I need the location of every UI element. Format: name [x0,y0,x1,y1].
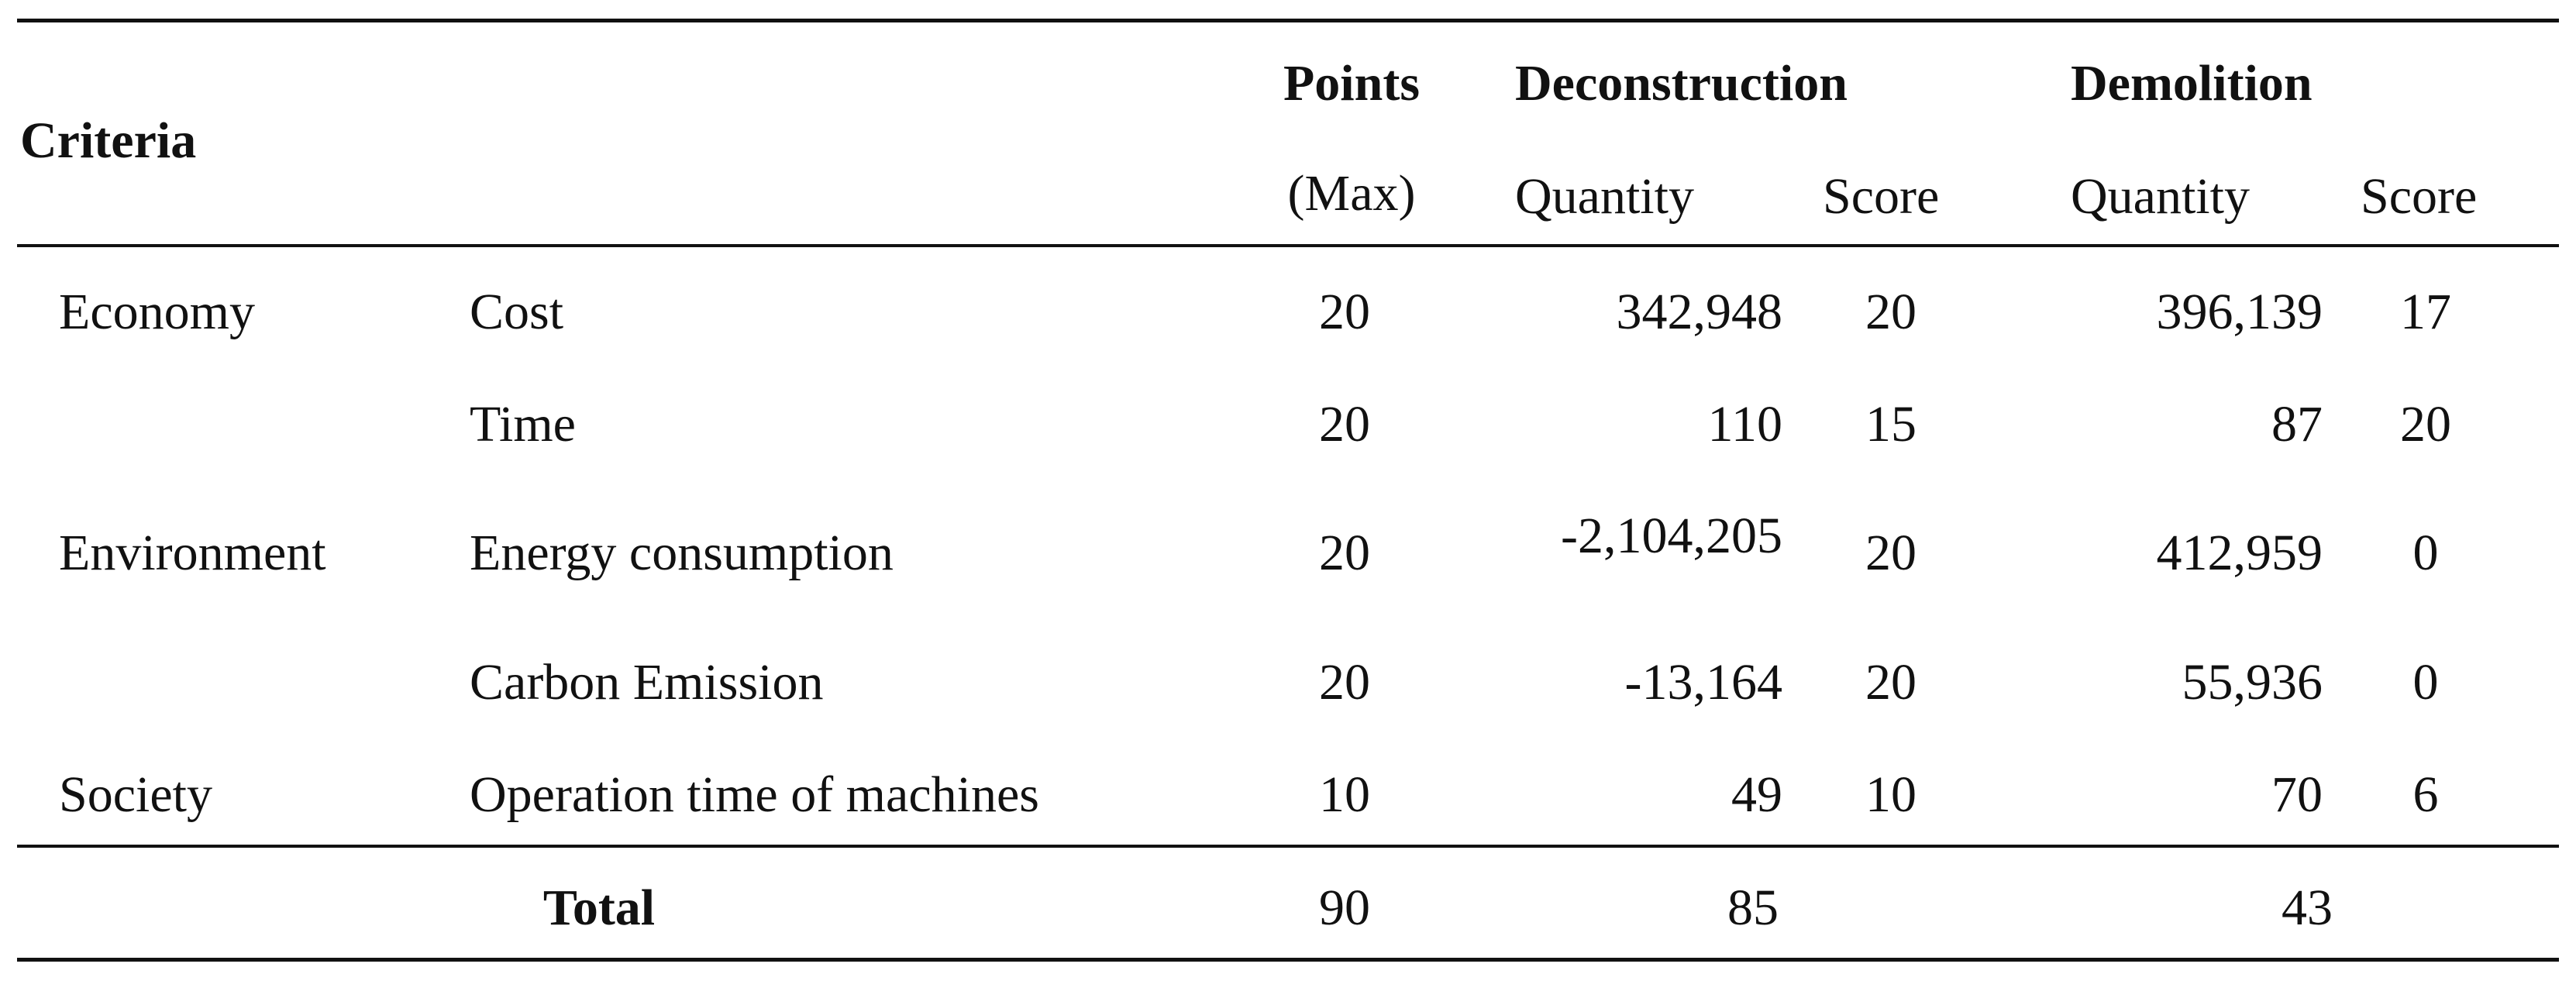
deconstruction-quantity-cell: -13,164 [1624,654,1782,711]
deconstruction-score-cell: 10 [1865,766,1917,823]
points-cell: 10 [1319,766,1370,823]
demolition-score-cell: 20 [2400,396,2451,453]
deconstruction-score-cell: 20 [1865,525,1917,581]
demolition-quantity-cell: 87 [2271,396,2323,453]
criteria-header: Criteria [20,112,197,169]
deconstruction-quantity-cell: 49 [1731,766,1782,823]
criterion-cell: Cost [470,284,564,340]
header-rule [17,244,2559,247]
deconstruction-score-cell: 20 [1865,284,1917,340]
category-cell: Environment [59,525,326,581]
demolition-score-cell: 0 [2412,525,2439,581]
bottom-rule [17,958,2559,962]
demolition-quantity-cell: 412,959 [2156,525,2323,581]
deconstruction-score-cell: 20 [1865,654,1917,711]
deconstruction-quantity-cell: 110 [1707,396,1782,453]
criterion-cell: Time [470,396,576,453]
points-cell: 20 [1319,396,1370,453]
demolition-score-cell: 0 [2412,654,2439,711]
points-cell: 20 [1319,525,1370,581]
points-cell: 20 [1319,284,1370,340]
points-header: Points [1283,55,1421,112]
deconstruction-quantity-header: Quantity [1515,168,1694,225]
demolition-score-cell: 6 [2412,766,2439,823]
total-demolition: 43 [2282,879,2333,936]
demolition-score-cell: 17 [2400,284,2451,340]
deconstruction-quantity-cell: 342,948 [1616,284,1782,340]
demolition-quantity-cell: 70 [2271,766,2323,823]
deconstruction-header: Deconstruction [1515,55,1848,112]
category-cell: Society [59,766,212,823]
top-rule [17,19,2559,22]
total-points: 90 [1319,879,1370,936]
deconstruction-score-cell: 15 [1865,396,1917,453]
demolition-header: Demolition [2071,55,2313,112]
category-cell: Economy [59,284,255,340]
criterion-cell: Operation time of machines [470,766,1039,823]
points-max-subheader: (Max) [1287,165,1416,222]
points-cell: 20 [1319,654,1370,711]
total-label: Total [542,879,656,936]
demolition-quantity-header: Quantity [2071,168,2250,225]
demolition-quantity-cell: 396,139 [2156,284,2323,340]
deconstruction-score-header: Score [1823,168,1940,225]
deconstruction-quantity-cell: -2,104,205 [1561,508,1782,564]
demolition-score-header: Score [2361,168,2478,225]
total-deconstruction: 85 [1727,879,1779,936]
criterion-cell: Carbon Emission [470,654,824,711]
criterion-cell: Energy consumption [470,525,894,581]
demolition-quantity-cell: 55,936 [2182,654,2323,711]
total-rule [17,845,2559,848]
